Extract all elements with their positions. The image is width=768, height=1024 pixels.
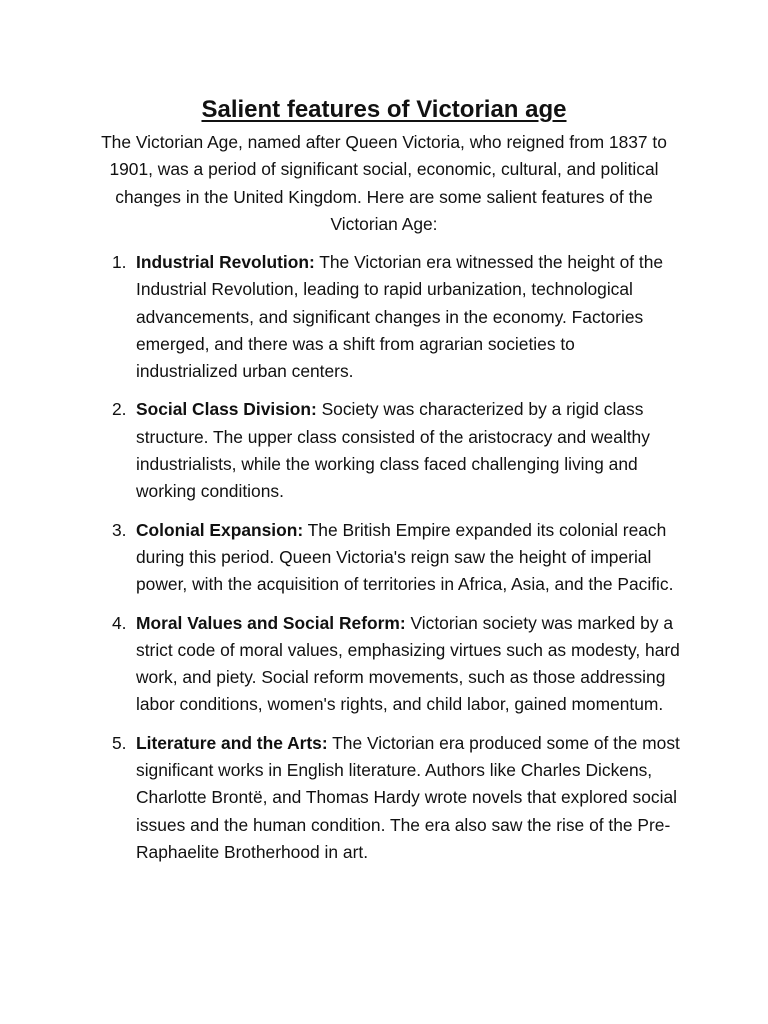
list-item [100,517,680,599]
list-item-heading: Industrial Revolution: [136,252,315,272]
intro-paragraph: The Victorian Age, named after Queen Victoria, who reigned from 1837 to 1901, was a period of significant social, economic, cultural, and political changes in the United Kingdom. Here are some salient features of the Victorian Age: [101,132,667,234]
list-item [100,249,680,385]
list-item-number: 4. [112,612,127,633]
list-item [100,610,680,719]
list-item-text: The Victorian era produced some of the most significant works in English literature. Authors like Charles Dickens, Charlotte Brontë, and Thomas Hardy wrote novels that explored social issues and the human condition. The era also saw the rise of the Pre-Raphaelite Brotherhood in art. [136,732,680,862]
list-item-number: 3. [112,519,127,540]
list-item-text: The British Empire expanded its colonial reach during this period. Queen Victoria's reign saw the height of imperial power, with the acquisition of territories in Africa, Asia, and the Pacific. [136,519,674,595]
features-list [100,249,680,877]
list-item-heading: Moral Values and Social Reform: [136,612,406,633]
list-item-text: Society was characterized by a rigid class structure. The upper class consisted of the aristocracy and wealthy industrialists, while the working class faced challenging living and working conditions. [136,399,650,502]
page-title: Salient features of Victorian age [201,96,567,123]
list-item-number: 5. [112,732,127,753]
list-item-heading: Social Class Division: [136,399,317,420]
list-item-heading: Colonial Expansion: [136,519,304,540]
list-item-text: Victorian society was marked by a strict code of moral values, emphasizing virtues such as modesty, hard work, and piety. Social reform movements, such as those addressing labor conditions, women's rights, and child labor, gained momentum. [136,612,680,715]
list-item [100,396,680,505]
list-item-number: 1. [112,252,127,272]
list-item-text: The Victorian era witnessed the height of the Industrial Revolution, leading to rapid urbanization, technological advancements, and significant changes in the economy. Factories emerged, and there was a shift from agrarian societies to industrialized urban centers. [136,252,664,382]
list-item-heading: Literature and the Arts: [136,732,328,753]
list-item-number: 2. [112,399,127,420]
list-item [100,730,680,866]
